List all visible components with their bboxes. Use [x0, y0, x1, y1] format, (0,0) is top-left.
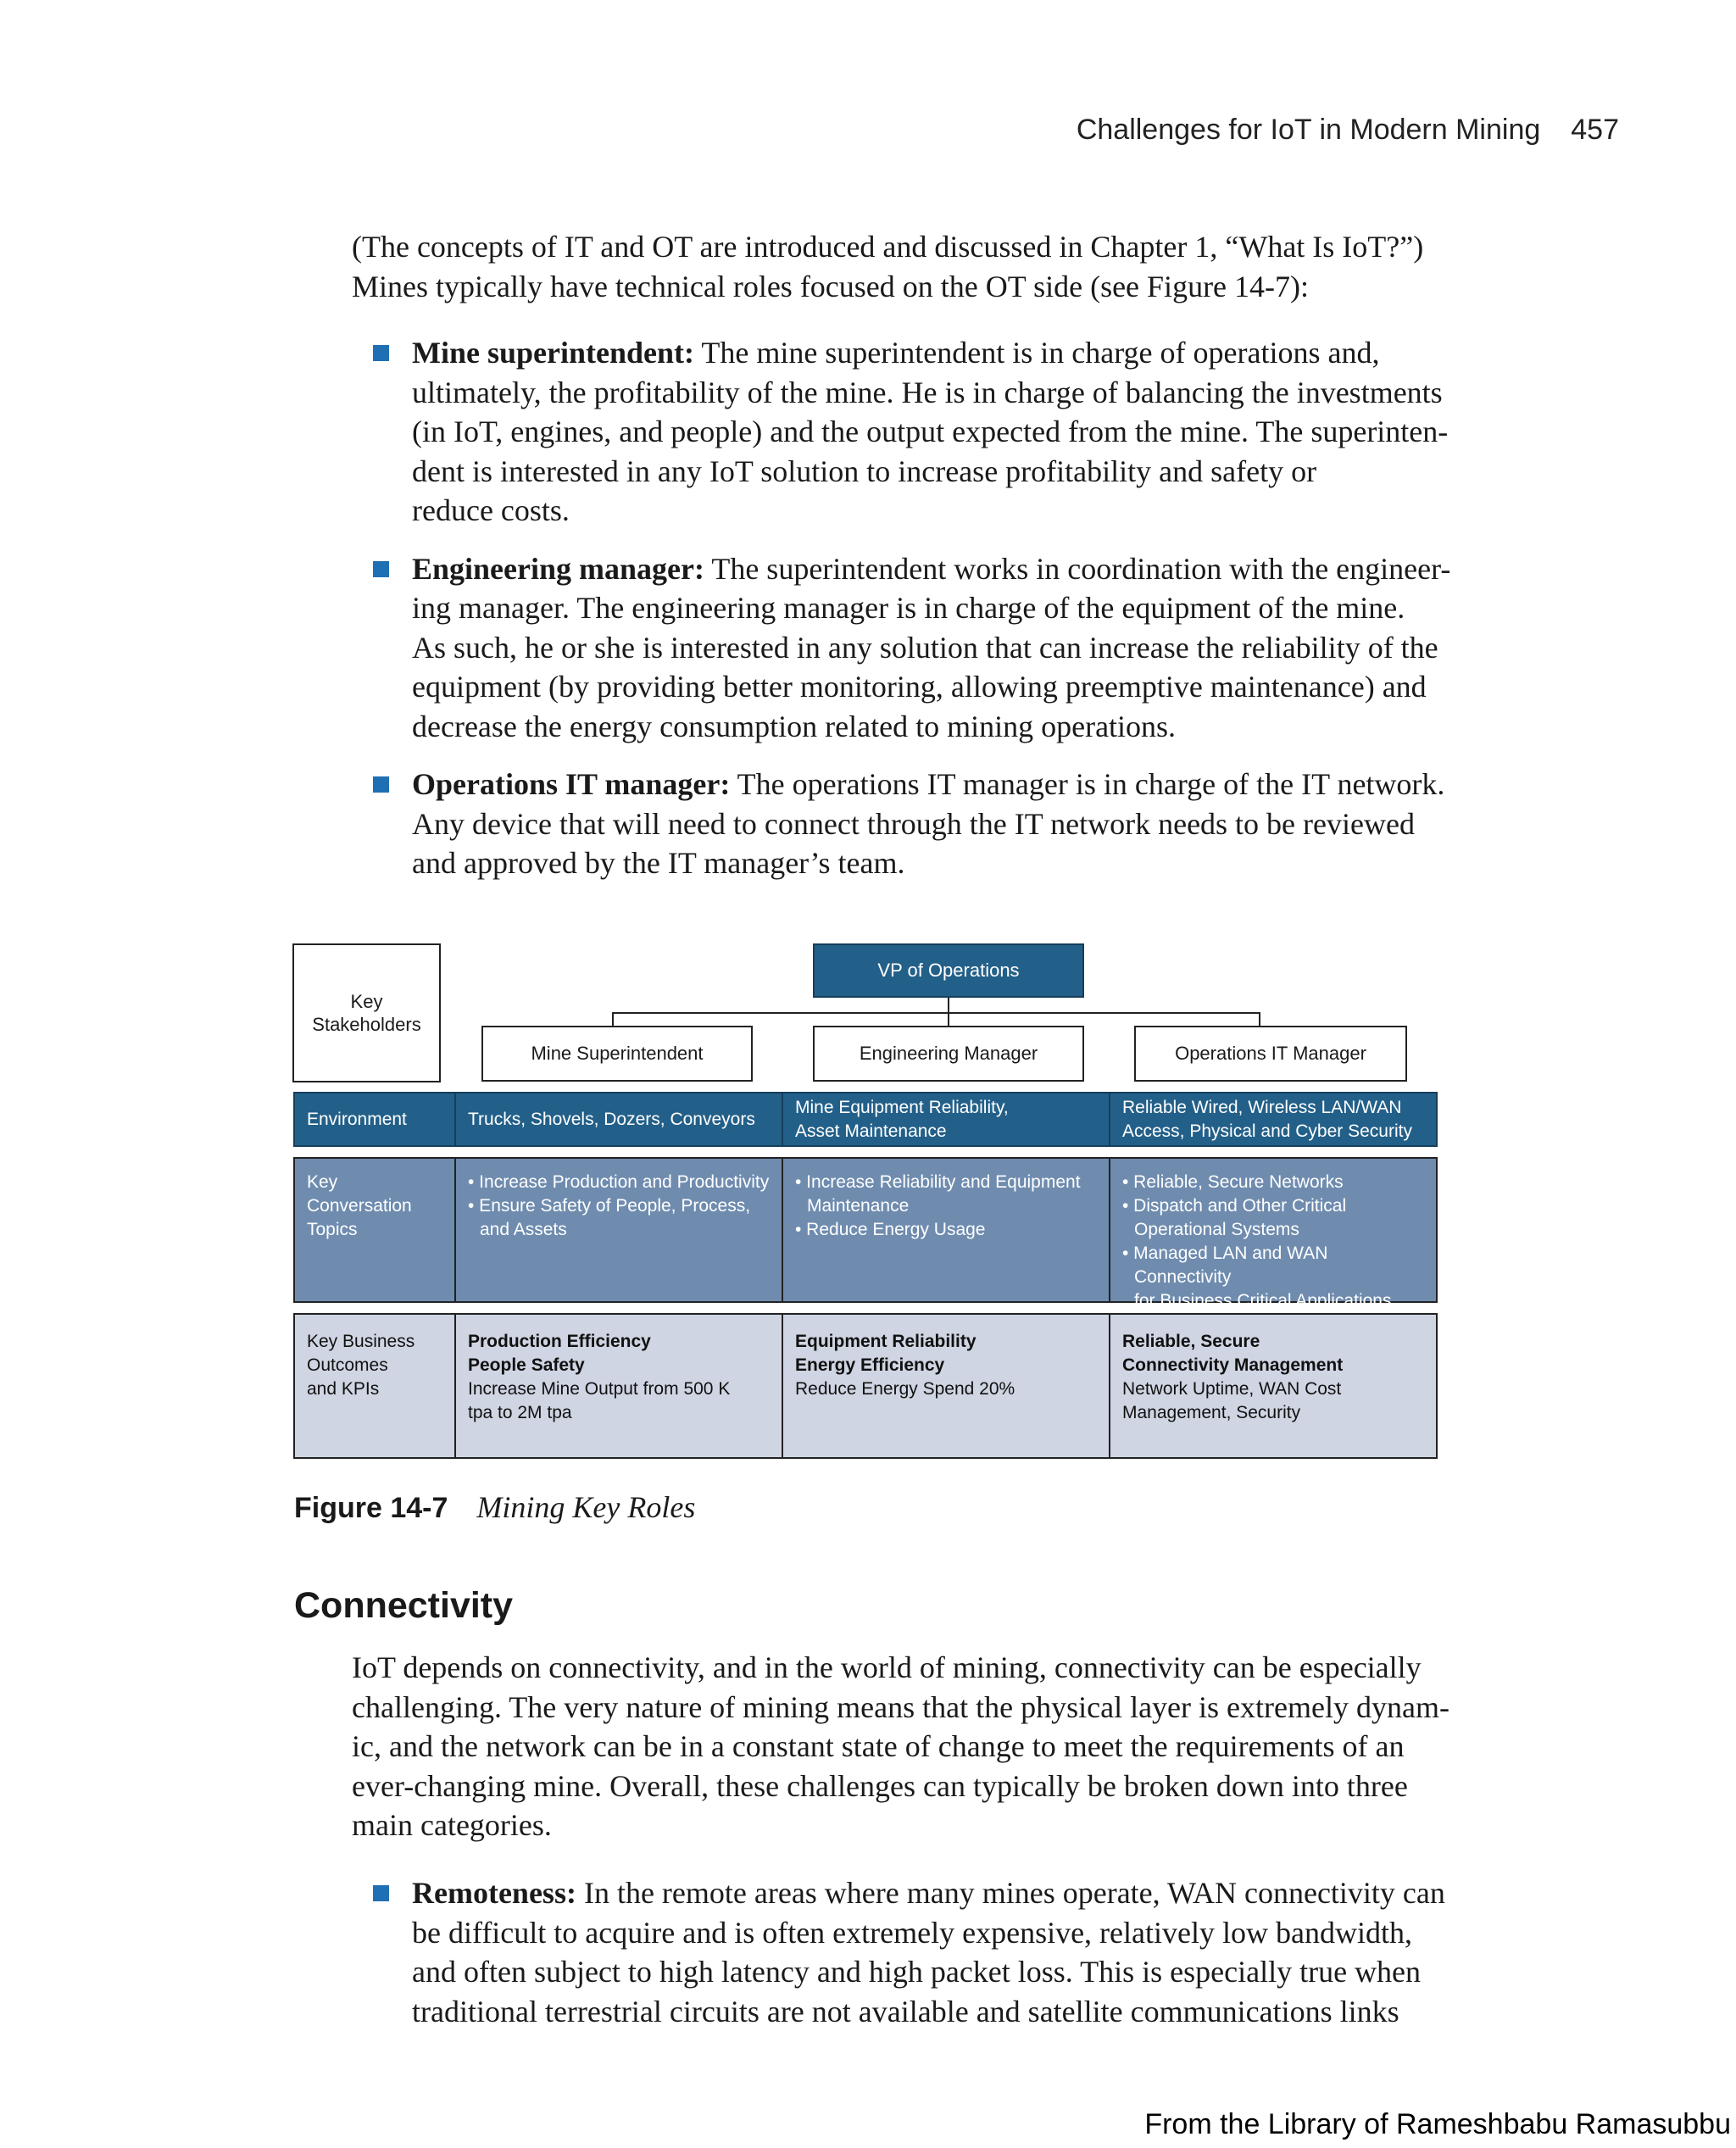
bullet-text: (in IoT, engines, and people) and the output expected from the mine. The superinten-: [412, 415, 1449, 448]
figure-caption: [294, 1489, 695, 1525]
cell-text: Energy Efficiency: [795, 1355, 945, 1375]
cell-text: tpa to 2M tpa: [468, 1403, 572, 1422]
environment-row: [293, 1092, 1438, 1147]
cell-text: for Business Critical Applications: [1134, 1291, 1392, 1311]
page-number: 457: [1571, 114, 1619, 146]
cell-text: Reliable Wired, Wireless LAN/WAN: [1122, 1097, 1402, 1117]
square-bullet-icon: [373, 1885, 389, 1901]
bullet-text: decrease the energy consumption related to mining operations.: [412, 709, 1177, 743]
bullet-text: equipment (by providing better monitoring, allowing preemptive maintenance) and: [412, 670, 1427, 704]
cell-text: • Managed LAN and WAN Connectivity: [1122, 1244, 1328, 1287]
bullet-text: dent is interested in any IoT solution to increase profitability and safety or: [412, 454, 1317, 488]
connector-line: [612, 1012, 614, 1026]
list-item: [370, 1873, 1497, 2031]
cell-text: Network Uptime, WAN Cost: [1122, 1379, 1342, 1399]
row-label: [295, 1315, 456, 1457]
list-item: [370, 549, 1497, 747]
bullet-text: and approved by the IT manager’s team.: [412, 846, 905, 880]
table-cell: [456, 1093, 783, 1145]
table-cell: [456, 1159, 783, 1301]
label-text: and KPIs: [307, 1379, 380, 1399]
intro-line: (The concepts of IT and OT are introduced and discussed in Chapter 1, “What Is IoT?”): [352, 230, 1424, 264]
connector-line: [948, 998, 949, 1013]
cell-text: People Safety: [468, 1355, 585, 1375]
cell-text: Equipment Reliability: [795, 1332, 976, 1351]
table-cell: [1110, 1159, 1436, 1311]
cell-text: Operational Systems: [1134, 1220, 1299, 1239]
square-bullet-icon: [373, 561, 389, 577]
label-text: Outcomes: [307, 1355, 388, 1375]
bullet-text: The superintendent works in coordination with the engineer-: [704, 551, 1451, 586]
cell-text: • Increase Production and Productivity: [468, 1172, 770, 1192]
cell-text: Access, Physical and Cyber Security: [1122, 1121, 1412, 1141]
label-text: Key: [307, 1172, 338, 1192]
table-cell: [1110, 1093, 1436, 1145]
topics-row: [293, 1157, 1438, 1311]
bullet-text: The mine superintendent is in charge of operations and,: [694, 336, 1380, 370]
bullet-text: As such, he or she is interested in any solution that can increase the reliability of the: [412, 630, 1438, 665]
para-line: main categories.: [352, 1808, 552, 1842]
table-cell: [783, 1315, 1110, 1457]
cell-text: • Ensure Safety of People, Process,: [468, 1196, 751, 1216]
bullet-text: and often subject to high latency and high packet loss. This is especially true when: [412, 1955, 1422, 1989]
cell-text: Production Efficiency: [468, 1332, 651, 1351]
bullet-text: traditional terrestrial circuits are not available and satellite communications links: [412, 1994, 1399, 2028]
row-label: [295, 1159, 456, 1301]
table-cell: [783, 1159, 1110, 1301]
label-text: Key Business: [307, 1332, 415, 1351]
cell-text: Mine Equipment Reliability,: [795, 1097, 1009, 1117]
table-cell: [1110, 1315, 1436, 1457]
bullet-text: In the remote areas where many mines operate, WAN connectivity can: [576, 1876, 1445, 1910]
bullet-text: ultimately, the profitability of the mine. He is in charge of balancing the investments: [412, 375, 1443, 409]
row-label: Environment: [295, 1093, 456, 1145]
intro-paragraph: [352, 227, 1496, 306]
bullet-term: Mine superintendent:: [412, 336, 694, 370]
caption-label: Figure 14-7: [294, 1492, 448, 1524]
key-label: Key: [350, 991, 383, 1012]
outcomes-row: [293, 1313, 1438, 1459]
square-bullet-icon: [373, 345, 389, 361]
table-cell: [783, 1093, 1110, 1145]
library-footer: From the Library of Rameshbabu Ramasubbu: [1144, 2108, 1731, 2140]
para-line: IoT depends on connectivity, and in the world of mining, connectivity can be especially: [352, 1650, 1422, 1684]
intro-line: Mines typically have technical roles focused on the OT side (see Figure 14-7):: [352, 269, 1310, 303]
cell-text: Trucks, Shovels, Dozers, Conveyors: [468, 1109, 755, 1129]
label-text: Conversation: [307, 1196, 412, 1216]
table-cell: [456, 1315, 783, 1457]
cell-text: Maintenance: [807, 1196, 910, 1216]
key-stakeholders-box: [292, 943, 441, 1082]
operations-it-manager-box: Operations IT Manager: [1134, 1026, 1407, 1082]
connectivity-paragraph: [352, 1648, 1496, 1845]
cell-text: Increase Mine Output from 500 K: [468, 1379, 731, 1399]
connectivity-list: [370, 1873, 1497, 2050]
engineering-manager-box: Engineering Manager: [813, 1026, 1084, 1082]
list-item: [370, 765, 1497, 883]
cell-text: • Reduce Energy Usage: [795, 1220, 986, 1239]
para-line: ic, and the network can be in a constant state of change to meet the requirements of an: [352, 1729, 1405, 1763]
connector-line: [948, 1012, 949, 1026]
cell-text: Management, Security: [1122, 1403, 1301, 1422]
roles-list: [370, 333, 1497, 902]
running-header: [1077, 114, 1619, 147]
label-text: Topics: [307, 1220, 358, 1239]
bullet-text: Any device that will need to connect through the IT network needs to be reviewed: [412, 806, 1415, 841]
cell-text: • Reliable, Secure Networks: [1122, 1172, 1344, 1192]
list-item: [370, 333, 1497, 531]
caption-title: Mining Key Roles: [476, 1490, 696, 1524]
para-line: challenging. The very nature of mining means that the physical layer is extremely dynam-: [352, 1689, 1449, 1724]
vp-operations-box: VP of Operations: [813, 943, 1084, 998]
bullet-term: Operations IT manager:: [412, 767, 731, 801]
bullet-text: reduce costs.: [412, 493, 570, 527]
square-bullet-icon: [373, 776, 389, 793]
cell-text: Asset Maintenance: [795, 1121, 947, 1141]
cell-text: Reduce Energy Spend 20%: [795, 1379, 1015, 1399]
key-label: Stakeholders: [312, 1014, 421, 1035]
bullet-term: Engineering manager:: [412, 551, 704, 586]
cell-text: • Increase Reliability and Equipment: [795, 1172, 1081, 1192]
para-line: ever-changing mine. Overall, these challenges can typically be broken down into three: [352, 1768, 1408, 1803]
connector-line: [1259, 1012, 1260, 1026]
cell-text: Connectivity Management: [1122, 1355, 1344, 1375]
connector-line: [612, 1012, 1260, 1014]
cell-text: Reliable, Secure: [1122, 1332, 1260, 1351]
cell-text: and Assets: [480, 1220, 567, 1239]
bullet-text: be difficult to acquire and is often extremely expensive, relatively low bandwidth,: [412, 1915, 1412, 1950]
bullet-term: Remoteness:: [412, 1876, 576, 1910]
cell-text: • Dispatch and Other Critical: [1122, 1196, 1347, 1216]
mine-superintendent-box: Mine Superintendent: [481, 1026, 753, 1082]
section-heading: Connectivity: [294, 1585, 514, 1626]
bullet-text: ing manager. The engineering manager is in charge of the equipment of the mine.: [412, 591, 1405, 625]
bullet-text: The operations IT manager is in charge of the IT network.: [730, 767, 1445, 801]
header-title: Challenges for IoT in Modern Mining: [1076, 114, 1541, 146]
